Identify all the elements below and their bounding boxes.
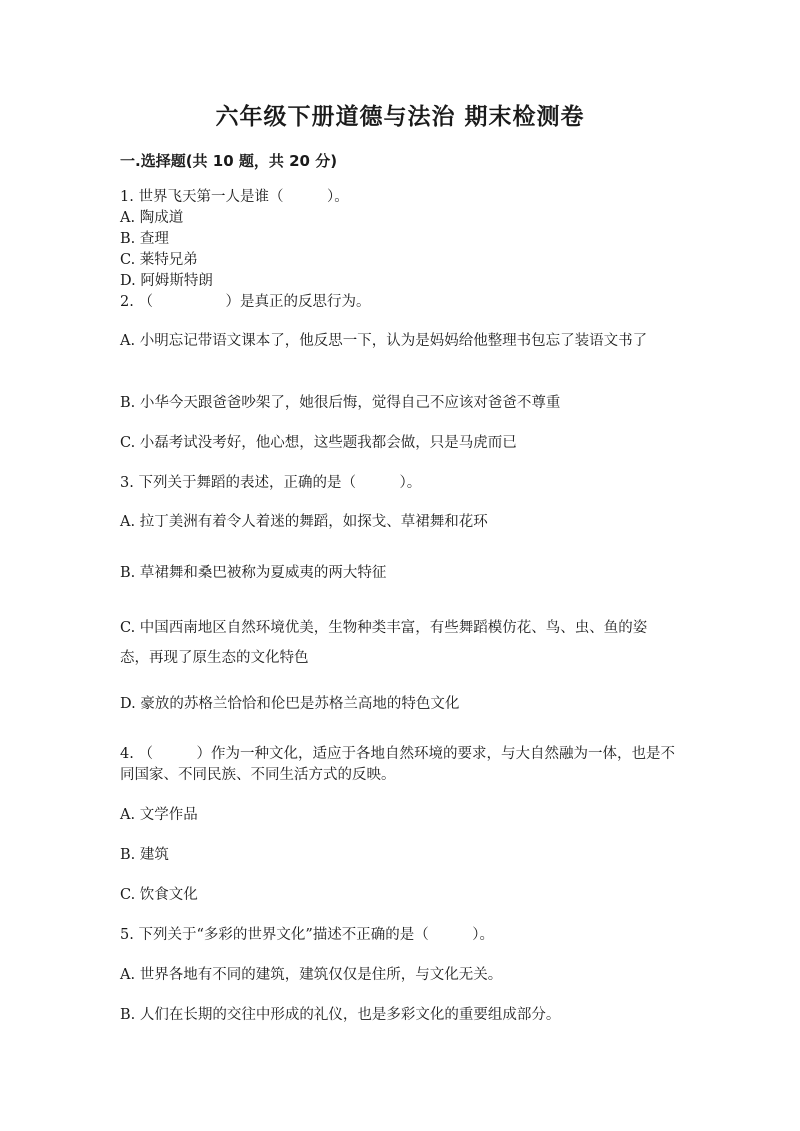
question-4-option-b: B. 建筑 [120, 847, 169, 863]
question-2-stem: 2. （ ）是真正的反思行为。 [120, 294, 371, 310]
question-4-stem: 4. （ ）作为一种文化，适应于各地自然环境的要求，与大自然融为一体，也是不同国家、不同民族、不同生活方式的反映。 [120, 746, 675, 783]
question-1-stem: 1. 世界飞天第一人是谁（ ）。 [120, 189, 349, 205]
section-heading: 一.选择题(共 10 题，共 20 分) [120, 152, 338, 170]
question-2-option-b: B. 小华今天跟爸爸吵架了，她很后悔，觉得自己不应该对爸爸不尊重 [120, 395, 561, 411]
question-4-option-a: A. 文学作品 [120, 807, 198, 823]
question-5-stem: 5. 下列关于“多彩的世界文化”描述不正确的是（ ）。 [120, 927, 495, 943]
question-5-option-a: A. 世界各地有不同的建筑，建筑仅仅是住所，与文化无关。 [120, 967, 503, 983]
question-3-stem: 3. 下列关于舞蹈的表述，正确的是（ ）。 [120, 475, 422, 491]
question-2-option-a: A. 小明忘记带语文课本了，他反思一下，认为是妈妈给他整理书包忘了装语文书了 [120, 333, 648, 349]
question-3-option-b: B. 草裙舞和桑巴被称为夏威夷的两大特征 [120, 565, 387, 581]
question-3-option-c: C. 中国西南地区自然环境优美，生物种类丰富，有些舞蹈模仿花、鸟、虫、鱼的姿 态，再现了原生态的文化特色 [120, 620, 648, 666]
question-4-option-c: C. 饮食文化 [120, 887, 198, 903]
question-3-option-a: A. 拉丁美洲有着令人着迷的舞蹈，如探戈、草裙舞和花环 [120, 514, 488, 530]
question-5-option-b: B. 人们在长期的交往中形成的礼仪，也是多彩文化的重要组成部分。 [120, 1007, 561, 1023]
question-1-option-a: A. 陶成道 [120, 210, 184, 226]
question-2-option-c: C. 小磊考试没考好，他心想，这些题我都会做，只是马虎而已 [120, 435, 517, 451]
question-1-option-c: C. 莱特兄弟 [120, 252, 198, 268]
question-1-option-d: D. 阿姆斯特朗 [120, 273, 213, 289]
question-3-option-d: D. 豪放的苏格兰恰恰和伦巴是苏格兰高地的特色文化 [120, 696, 460, 712]
question-1-option-b: B. 查理 [120, 231, 169, 247]
page-title: 六年级下册道德与法治 期末检测卷 [215, 104, 585, 130]
